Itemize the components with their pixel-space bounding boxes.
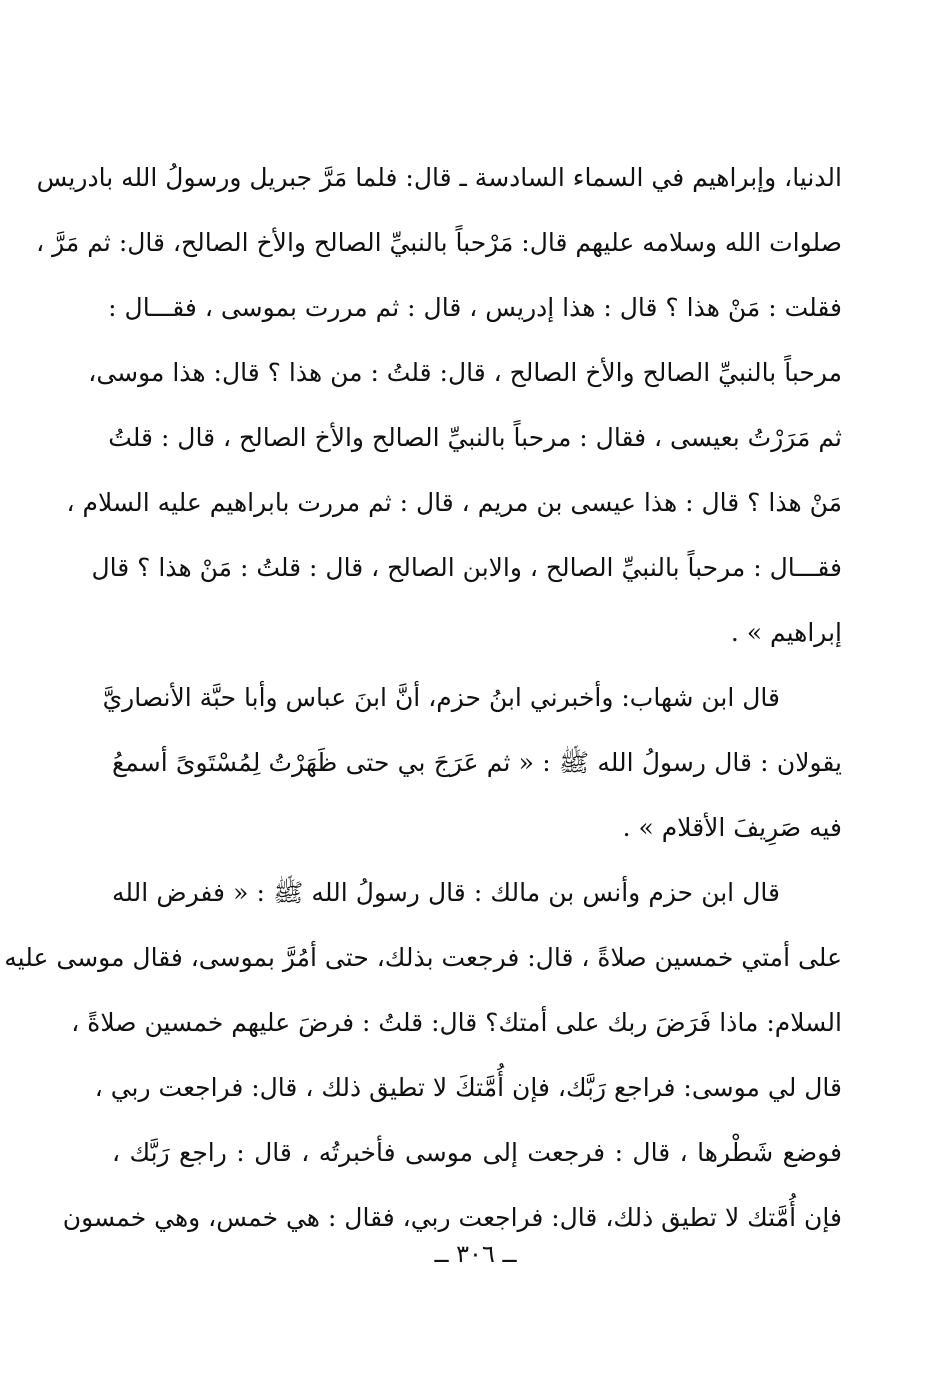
text-line: على أمتي خمسين صلاةً ، قال: فرجعت بذلك، حتى أمُرَّ بموسى، فقال موسى عليه (4, 943, 842, 972)
page-text (4, 152, 842, 1257)
text-line: فقلت : مَنْ هذا ؟ قال : هذا إدريس ، قال : ثم مررت بموسى ، فقـــال : (108, 293, 842, 322)
text-line-paragraph-start: قال ابن شهاب: وأخبرني ابنُ حزم، أنَّ ابنَ عباس وأبا حبَّة الأنصاريَّ (102, 683, 780, 712)
text-line: مَنْ هذا ؟ قال : هذا عيسى بن مريم ، قال : ثم مررت بابراهيم عليه السلام ، (66, 488, 842, 517)
text-line: فقـــال : مرحباً بالنبيِّ الصالح ، والابن الصالح ، قال : قلتُ : مَنْ هذا ؟ قال (91, 553, 842, 582)
text-line: ثم مَرَرْتُ بعيسى ، فقال : مرحباً بالنبيِّ الصالح والأخ الصالح ، قال : قلتُ (108, 423, 842, 452)
text-line: فوضع شَطْرها ، قال : فرجعت إلى موسى فأخبرتُه ، قال : راجع رَبَّك ، (112, 1138, 842, 1167)
text-line-paragraph-end: فيه صَرِيفَ الأقلام » . (622, 813, 842, 842)
text-line: السلام: ماذا فَرَضَ ربك على أمتك؟ قال: قلتُ : فرضَ عليهم خمسين صلاةً ، (71, 1008, 842, 1037)
text-line: صلوات الله وسلامه عليهم قال: مَرْحباً بالنبيِّ الصالح والأخ الصالح، قال: ثم مَرَّ ، (36, 228, 842, 257)
page-number: ــ ٣٠٦ ــ (434, 1240, 517, 1268)
text-line: يقولان : قال رسولُ الله ﷺ : « ثم عَرَجَ بي حتى ظَهَرْتُ لِمُسْتَوىً أسمعُ (112, 748, 842, 777)
text-line: الدنيا، وإبراهيم في السماء السادسة ـ قال: فلما مَرَّ جبريل ورسولُ الله بادريس (36, 163, 842, 192)
text-line: قال لي موسى: فراجع رَبَّك، فإن أُمَّتكَ لا تطيق ذلك ، قال: فراجعت ربي ، (94, 1073, 842, 1102)
text-line-paragraph-start: قال ابن حزم وأنس بن مالك : قال رسولُ الله ﷺ : « ففرض الله (112, 878, 780, 907)
text-line: مرحباً بالنبيِّ الصالح والأخ الصالح ، قال: قلتُ : من هذا ؟ قال: هذا موسى، (88, 358, 842, 387)
text-line-paragraph-end: إبراهيم » . (730, 618, 842, 647)
text-line: فإن أُمَّتك لا تطيق ذلك، قال: فراجعت ربي، فقال : هي خمس، وهي خمسون (62, 1203, 842, 1232)
